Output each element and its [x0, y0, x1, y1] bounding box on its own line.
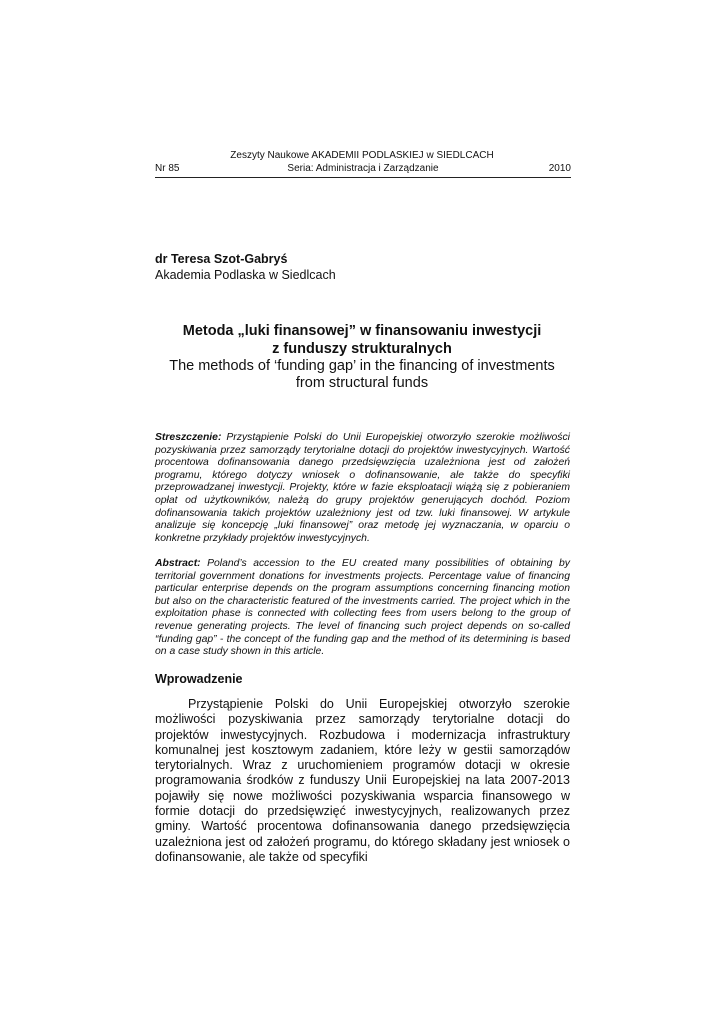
- abstract-en-label: Abstract:: [155, 558, 201, 569]
- title-block: [150, 322, 574, 392]
- title-en-line1: The methods of ‘funding gap’ in the financing of investments: [169, 358, 555, 374]
- header-divider: [155, 177, 571, 178]
- abstract-pl: [155, 432, 570, 545]
- abstract-pl-label: Streszczenie:: [155, 432, 222, 443]
- abstract-pl-text: Przystąpienie Polski do Unii Europejskiej otworzyło szerokie możliwości pozyskiwania przez samorządy terytorialne dotacji do projektów inwestycyjnych. Wartość procentowa dofinansowania danego przedsięwzięcia uzależniona jest od założeń programu, którego dotyczy wniosek o dofinansowanie, ale także do specyfiki przeprowadzanej inwestycji. Projekty, które w fazie eksploatacji wiążą się z pobieraniem opłat od użytkowników, należą do grupy projektów generujących dochód. Poziom dofinansowania takich projektów uzależniony jest od tzw. luki finansowej. W artykule analizuje się koncepcję „luki finansowej” oraz metodę jej wyznaczania, w oparciu o konkretne przykłady projektów inwestycyjnych.: [155, 432, 570, 544]
- year: 2010: [548, 163, 571, 174]
- title-en-line2: from structural funds: [295, 375, 429, 391]
- author-name: dr Teresa Szot-Gabryś: [155, 252, 288, 266]
- abstract-en: [155, 558, 570, 659]
- title-pl-line1: Metoda „luki finansowej” w finansowaniu inwestycji: [182, 323, 542, 339]
- section-heading: Wprowadzenie: [155, 672, 243, 686]
- series-label: Seria: Administracja i Zarządzanie: [287, 163, 439, 174]
- issue-number: Nr 85: [155, 163, 180, 174]
- author-affiliation: Akademia Podlaska w Siedlcach: [155, 268, 336, 282]
- title-pl-line2: z funduszy strukturalnych: [272, 341, 452, 357]
- header-row: [155, 163, 571, 177]
- abstract-en-text: Poland’s accession to the EU created many possibilities of obtaining by territorial government donations for investments projects. Percentage value of financing particular enterprise depends on the program assumptions concerning financing motion but also on the characteristic featured of the investments carried. The project which in the exploitation phase is connected with collecting fees from users belong to the group of revenue generating projects. The level of financing such project depends on so-called “funding gap” - the concept of the funding gap and the method of its determining is based on a case study shown in this article.: [155, 558, 570, 658]
- body-paragraph: Przystąpienie Polski do Unii Europejskiej otworzyło szerokie możliwości pozyskiwania przez samorządy terytorialne dotacji do projektów inwestycyjnych. Rozbudowa i modernizacja infrastruktury komunalnej jest kosztowym zadaniem, które leży w gestii samorządów terytorialnych. Wraz z uruchomieniem programów dotacji w okresie programowania środków z funduszy Unii Europejskiej na lata 2007-2013 pojawiły się nowe możliwości pozyskiwania wsparcia finansowego w formie dotacji do przedsięwzięć inwestycyjnych, realizowanych przez gminy. Wartość procentowa dofinansowania danego przedsięwzięcia uzależniona jest od założeń programu, do którego składany jest wniosek o dofinansowanie, ale także od specyfiki: [155, 697, 570, 864]
- journal-title: Zeszyty Naukowe AKADEMII PODLASKIEJ w SIEDLCACH: [230, 150, 494, 161]
